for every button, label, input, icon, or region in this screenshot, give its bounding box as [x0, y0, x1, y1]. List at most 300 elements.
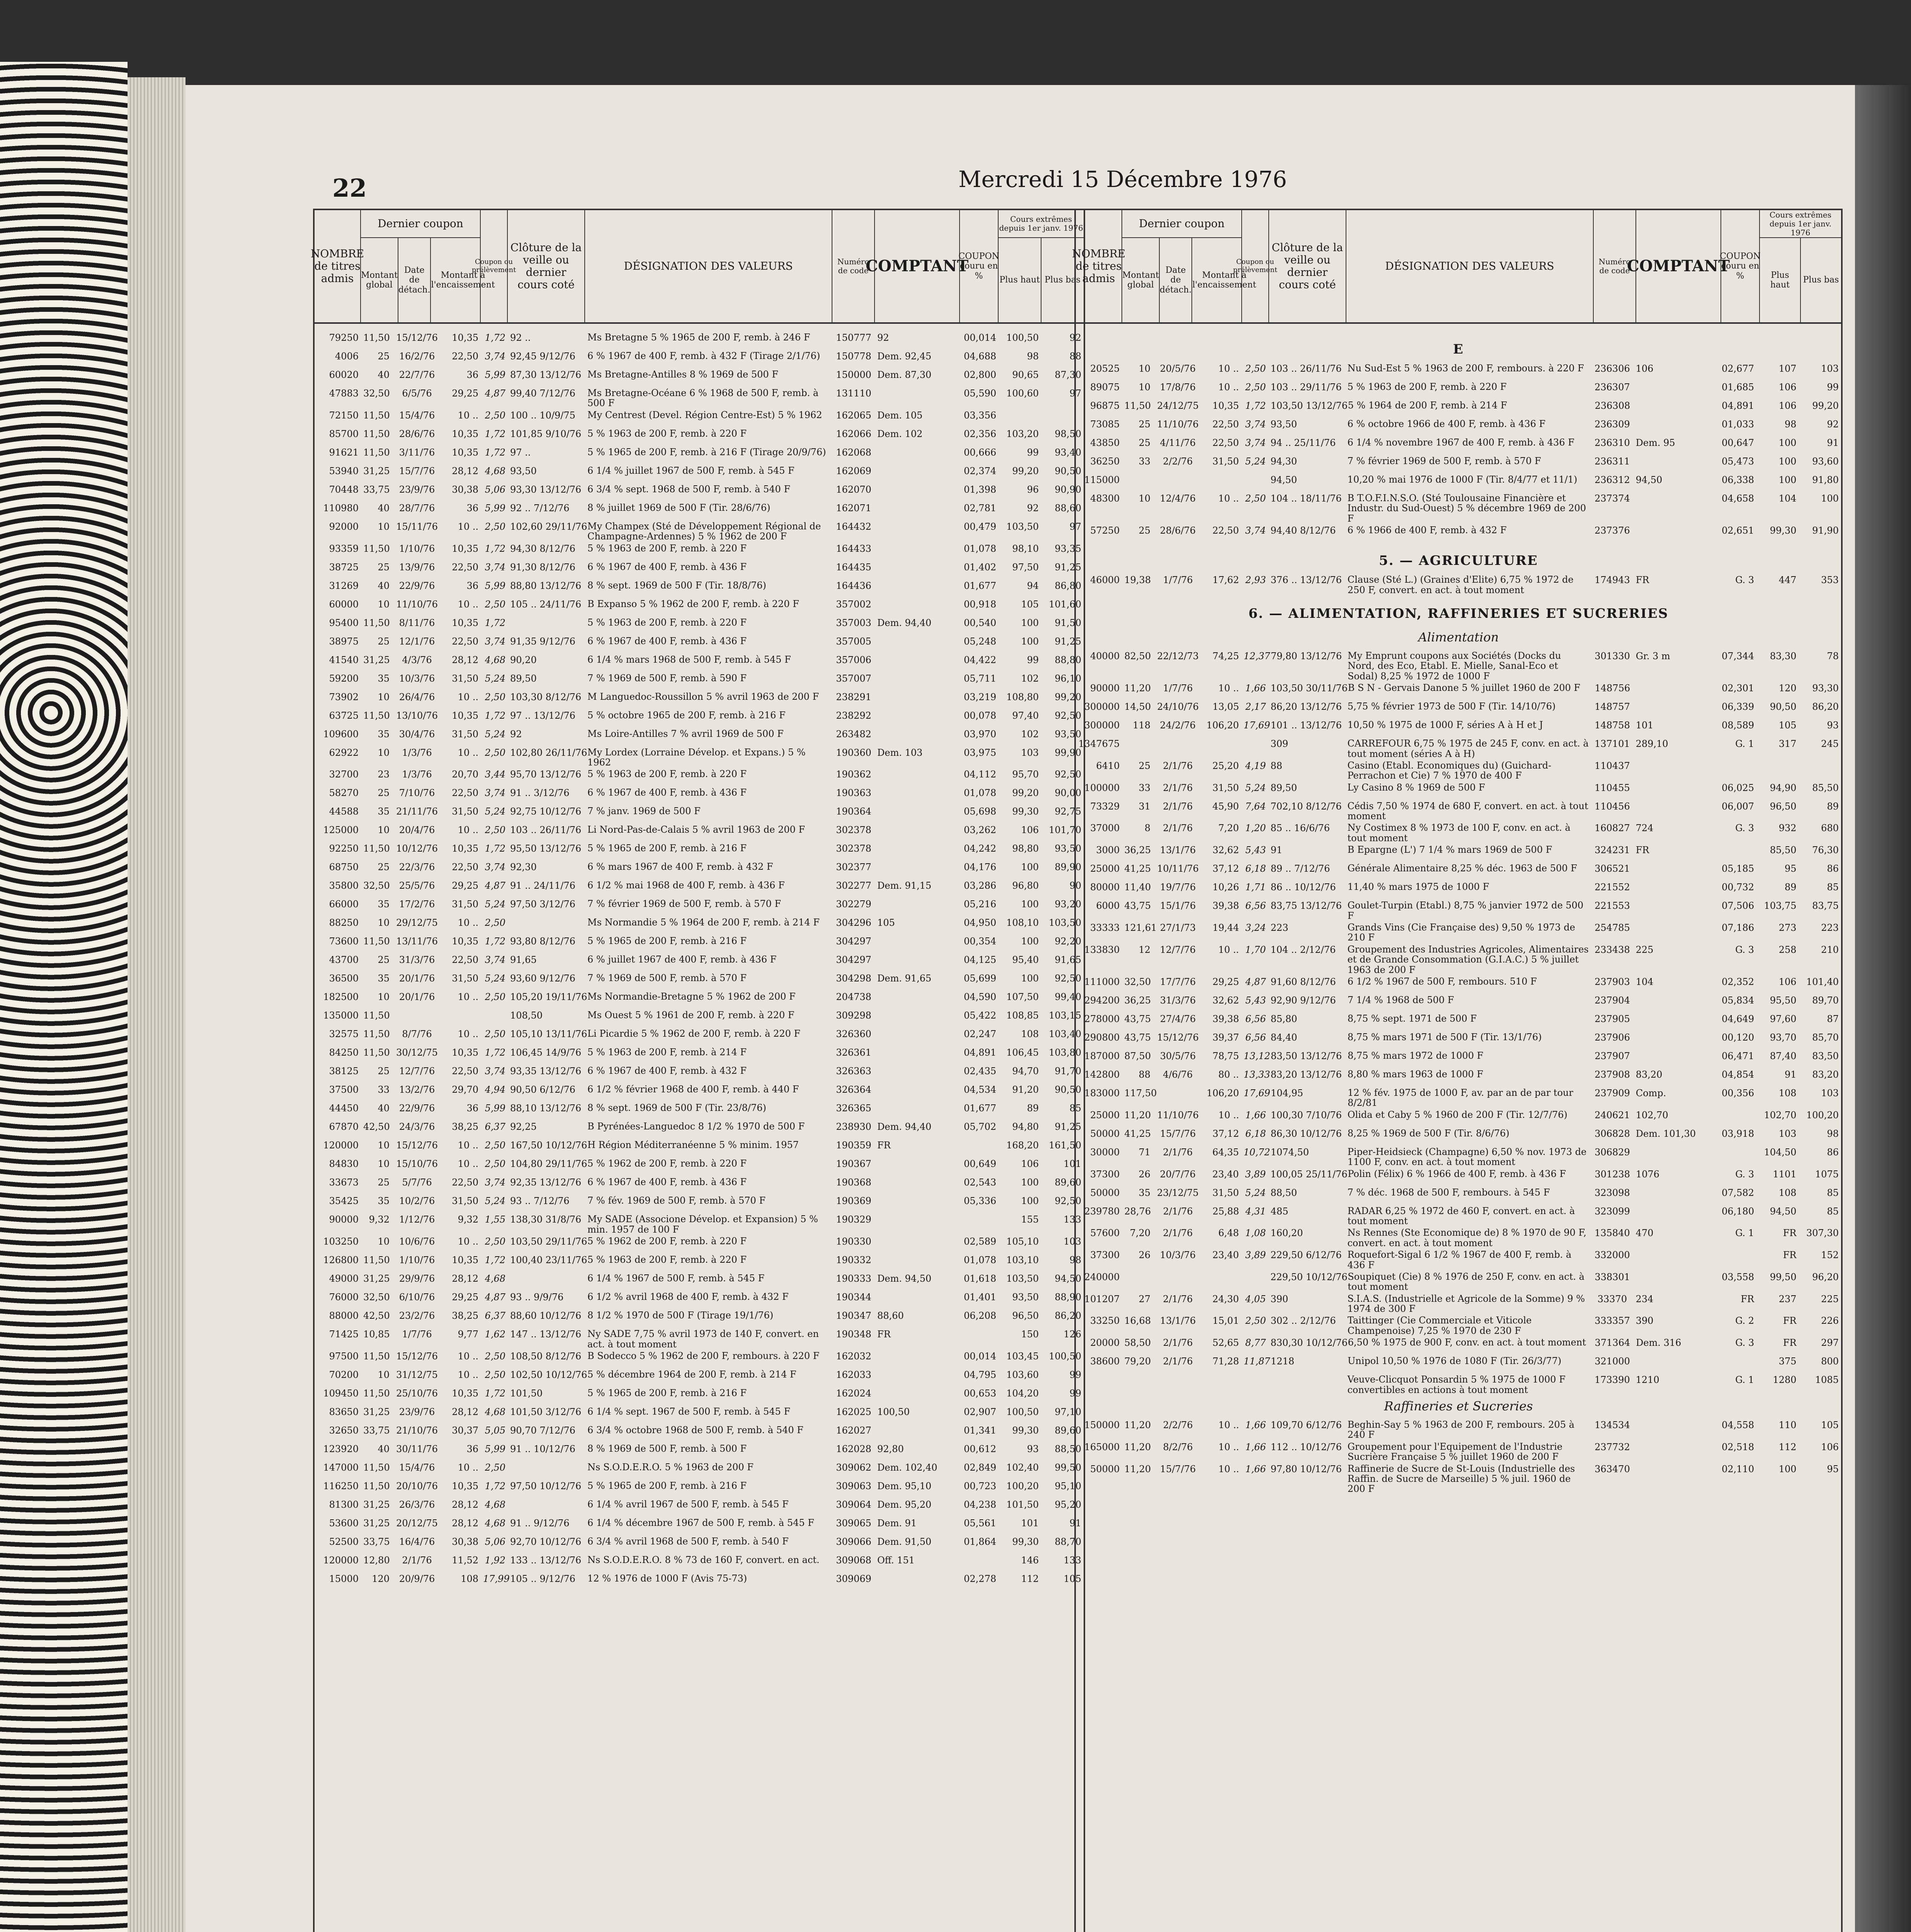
- coupon-couru-cell: 04,558: [1722, 1420, 1754, 1431]
- comptant-cell: [875, 842, 960, 844]
- code-cell: 110456: [1594, 801, 1630, 812]
- date-cell: 4/3/76: [402, 654, 432, 665]
- cloture-cell: 92,75 10/12/76: [510, 806, 582, 817]
- plus-haut-cell: 93,70: [1770, 1032, 1797, 1043]
- comptant-cell: [875, 991, 960, 992]
- plus-haut-cell: 107: [1778, 363, 1797, 374]
- designation-cell: CARREFOUR 6,75 % 1975 de 245 F, conv. en act. à tout moment (séries A à H): [1347, 738, 1589, 759]
- nombre-cell: 300000: [1084, 720, 1120, 731]
- coupon-couru-cell: 06,339: [1722, 701, 1754, 713]
- coupon-couru-cell: 02,781: [964, 502, 996, 514]
- coupon-couru-cell: 02,352: [1722, 976, 1754, 987]
- table-header: [1072, 210, 1841, 324]
- montant-cell: 26: [1138, 1168, 1150, 1180]
- prelevement-cell: 5,99: [485, 369, 505, 380]
- date-cell: 31/3/76: [399, 954, 435, 966]
- nombre-cell: 84830: [329, 1158, 359, 1170]
- plus-bas-cell: 98,50: [1055, 428, 1081, 439]
- nombre-cell: 239780: [1084, 1206, 1120, 1217]
- coupon-couru-cell: G. 1: [1735, 1374, 1754, 1386]
- plus-haut-cell: 100: [1778, 474, 1797, 485]
- plus-haut-cell: 99,30: [1012, 1425, 1039, 1436]
- cloture-cell: 104,95: [1271, 1087, 1303, 1099]
- prelevement-cell: 2,50: [485, 1236, 505, 1247]
- designation-cell: M Languedoc-Roussillon 5 % avril 1963 de 200 F: [587, 691, 819, 702]
- coupon-couru-cell: G. 1: [1735, 738, 1754, 750]
- code-cell: 190333: [836, 1273, 871, 1284]
- designation-cell: Ny Costimex 8 % 1973 de 100 F, conv. en act. à tout moment: [1347, 822, 1571, 844]
- date-cell: 4/11/76: [1160, 437, 1196, 448]
- coupon-couru-cell: 04,891: [964, 1047, 996, 1058]
- cloture-cell: 93 .. 7/12/76: [510, 1196, 570, 1207]
- coupon-couru-cell: 01,078: [964, 787, 996, 799]
- plus-bas-cell: 99,40: [1055, 992, 1081, 1003]
- plus-haut-cell: 168,20: [1006, 1140, 1039, 1151]
- montant-cell: 43,75: [1124, 1032, 1151, 1043]
- montant-cell: 10: [378, 1140, 390, 1151]
- prelevement-cell: 7,64: [1245, 801, 1266, 812]
- date-cell: 13/11/76: [396, 936, 438, 947]
- designation-cell: 5 % 1965 de 200 F, remb. à 216 F (Tirage 20/9/76): [587, 446, 826, 457]
- plus-haut-cell: FR: [1783, 1250, 1797, 1261]
- plus-haut-cell: 104,50: [1764, 1146, 1797, 1158]
- prelevement-cell: 6,56: [1245, 1032, 1266, 1043]
- date-cell: 1/7/76: [402, 1329, 432, 1340]
- cloture-cell: 93,80 8/12/76: [510, 936, 575, 947]
- nombre-cell: 147000: [323, 1462, 359, 1473]
- section-title-agriculture: 5. — AGRICULTURE: [1379, 553, 1538, 569]
- prelevement-cell: 1,70: [1245, 944, 1266, 955]
- plus-bas-cell: 101,70: [1049, 825, 1081, 836]
- montant-annuel-cell: 64,35: [1212, 1146, 1239, 1158]
- header-coupon-couru: COUPON couru en %: [1721, 210, 1760, 322]
- designation-cell: 6 % octobre 1966 de 400 F, remb. à 436 F: [1347, 418, 1546, 429]
- coupon-couru-cell: 02,677: [1722, 363, 1754, 374]
- coupon-couru-cell: [960, 1554, 999, 1556]
- plus-bas-cell: 1075: [1815, 1168, 1839, 1180]
- code-cell: 162024: [836, 1388, 871, 1399]
- nombre-cell: 6000: [1096, 900, 1120, 912]
- designation-cell: 5 % 1963 de 200 F, remb. à 220 F: [587, 617, 747, 628]
- montant-cell: 40: [378, 1103, 390, 1114]
- plus-haut-cell: 103,60: [1006, 1369, 1039, 1380]
- prelevement-cell: 2,50: [485, 1462, 505, 1473]
- nombre-cell: 120000: [323, 1554, 359, 1566]
- table-row: [315, 428, 1084, 446]
- nombre-cell: 91621: [329, 447, 359, 458]
- plus-haut-cell: 108: [1778, 1187, 1797, 1198]
- coupon-couru-cell: 05,336: [964, 1196, 996, 1207]
- table-row: [315, 1235, 1084, 1254]
- coupon-couru-cell: 05,702: [964, 1121, 996, 1133]
- header-extremes-group: [999, 210, 1084, 322]
- montant-annuel-cell: 10 ..: [1218, 1109, 1239, 1121]
- montant-cell: 31: [1138, 801, 1151, 812]
- designation-cell: 6 1/4 % mars 1968 de 500 F, remb. à 545 F: [587, 654, 791, 665]
- date-cell: 15/7/76: [399, 465, 435, 476]
- nombre-cell: 3000: [1096, 845, 1120, 856]
- header-plus-haut: Plus haut: [999, 238, 1041, 322]
- montant-annuel-cell: 13,05: [1212, 701, 1239, 713]
- date-cell: [1153, 1087, 1203, 1088]
- prelevement-cell: 3,24: [1245, 922, 1266, 934]
- plus-bas-cell: 89,90: [1055, 862, 1081, 873]
- date-cell: 11/10/76: [1157, 1109, 1199, 1121]
- coupon-couru-cell: 00,078: [964, 710, 996, 721]
- montant-annuel-cell: 6,48: [1218, 1228, 1239, 1239]
- plus-haut-cell: 105: [1021, 599, 1039, 610]
- montant-annuel-cell: 29,25: [452, 1292, 478, 1303]
- coupon-couru-cell: 02,110: [1722, 1463, 1754, 1475]
- cloture-cell: 93,50: [1270, 419, 1297, 430]
- coupon-couru-cell: G. 3: [1735, 1168, 1754, 1180]
- prelevement-cell: 1,72: [1245, 400, 1266, 411]
- coupon-couru-cell: [1718, 1109, 1757, 1111]
- designation-cell: B Pyrénées-Languedoc 8 1/2 % 1970 de 500 F: [587, 1121, 805, 1132]
- date-cell: [1153, 738, 1203, 739]
- comptant-cell: 1210: [1635, 1374, 1659, 1386]
- plus-bas-cell: 85: [1069, 1103, 1081, 1114]
- plus-bas-cell: 100,50: [1049, 1350, 1081, 1362]
- plus-bas-cell: 86,20: [1812, 701, 1839, 713]
- table-row: [1076, 1355, 1841, 1374]
- cloture-cell: 229,50 10/12/76: [1270, 1271, 1348, 1282]
- cloture-cell: 160,20: [1270, 1228, 1303, 1239]
- nombre-cell: 4006: [335, 351, 359, 362]
- cloture-cell: 88,10 13/12/76: [510, 1103, 582, 1114]
- cloture-cell: 101 .. 13/12/76: [1270, 720, 1342, 731]
- montant-cell: 16,68: [1124, 1315, 1151, 1327]
- plus-bas-cell: 97,10: [1055, 1406, 1081, 1417]
- prelevement-cell: 5,05: [485, 1425, 505, 1436]
- prelevement-cell: 5,24: [485, 673, 505, 684]
- cloture-cell: 92,35 13/12/76: [510, 1177, 582, 1188]
- coupon-couru-cell: 01,033: [1722, 419, 1754, 430]
- comptant-cell: [875, 954, 960, 955]
- montant-annuel-cell: 10 ..: [458, 1369, 478, 1380]
- nombre-cell: 92250: [329, 843, 359, 854]
- code-cell: 363470: [1594, 1463, 1630, 1475]
- designation-cell: S.I.A.S. (Industrielle et Agricole de la Somme) 9 % 1974 de 300 F: [1347, 1293, 1585, 1315]
- montant-annuel-cell: 39,37: [1212, 1032, 1239, 1043]
- prelevement-cell: 5,43: [1245, 995, 1266, 1006]
- designation-cell: RADAR 6,25 % 1972 de 460 F, convert. en act. à tout moment: [1347, 1205, 1575, 1226]
- cloture-cell: 92,70 10/12/76: [510, 1536, 582, 1547]
- designation-cell: 5 % 1962 de 200 F, remb. à 220 F: [587, 1236, 747, 1247]
- code-cell: 236308: [1594, 400, 1630, 411]
- montant-cell: 11,50: [363, 617, 390, 628]
- prelevement-cell: 6,18: [1245, 1128, 1266, 1139]
- comptant-cell: [1634, 1050, 1718, 1051]
- plus-bas-cell: 101,40: [1806, 976, 1839, 987]
- plus-haut-cell: 110: [1778, 1420, 1797, 1431]
- montant-annuel-cell: 22,50: [452, 1177, 478, 1188]
- montant-cell: 11,50: [363, 843, 390, 854]
- plus-bas-cell: 99,90: [1055, 747, 1081, 758]
- designation-cell: 7 % déc. 1968 de 500 F, rembours. à 545 F: [1347, 1187, 1550, 1198]
- code-cell: 309298: [836, 1010, 871, 1021]
- plus-bas-cell: 99,20: [1812, 400, 1839, 411]
- designation-cell: Groupement pour l'Equipement de l'Industrie Sucrière Française 5 % juillet 1960 de 200 F: [1347, 1441, 1563, 1463]
- montant-cell: 11,50: [363, 1480, 390, 1492]
- montant-cell: 11,50: [363, 1010, 390, 1021]
- code-cell: 304297: [836, 936, 871, 947]
- comptant-cell: Dem. 101,30: [1635, 1128, 1696, 1139]
- table-row: [1076, 1128, 1841, 1146]
- plus-bas-cell: 90,50: [1055, 1084, 1081, 1095]
- cloture-cell: 103,50 29/11/76: [510, 1236, 587, 1247]
- designation-cell: Ms Normandie-Bretagne 5 % 1962 de 200 F: [587, 991, 796, 1002]
- nombre-cell: 1347675: [1078, 738, 1120, 750]
- plus-bas-cell: 88,70: [1055, 1536, 1081, 1547]
- plus-haut-cell: 93: [1027, 1443, 1039, 1454]
- coupon-couru-cell: 02,301: [1722, 683, 1754, 694]
- prelevement-cell: 1,72: [485, 332, 505, 343]
- prelevement-cell: 1,20: [1245, 823, 1266, 834]
- nombre-cell: 81300: [329, 1499, 359, 1510]
- nombre-cell: 68750: [329, 862, 359, 873]
- designation-cell: My Lordex (Lorraine Dévelop. et Expans.) 5 % 1962: [587, 747, 806, 768]
- plus-bas-cell: 353: [1821, 575, 1839, 586]
- designation-cell: 6 % 1967 de 400 F, remb. à 436 F: [587, 561, 747, 572]
- code-cell: 309069: [836, 1573, 871, 1584]
- code-cell: 323098: [1594, 1187, 1630, 1198]
- table-row: [315, 691, 1084, 709]
- montant-annuel-cell: 71,28: [1212, 1356, 1239, 1367]
- cloture-cell: 94,30: [1270, 456, 1297, 467]
- nombre-cell: 300000: [1084, 701, 1120, 713]
- nombre-cell: 85700: [329, 428, 359, 439]
- plus-bas-cell: 92: [1827, 419, 1839, 430]
- montant-cell: 87,50: [1124, 1050, 1151, 1061]
- comptant-cell: [875, 1158, 960, 1159]
- comptant-cell: [875, 1065, 960, 1066]
- table-row: [315, 1517, 1084, 1536]
- date-cell: 25/5/76: [399, 880, 435, 891]
- date-cell: 13/2/76: [399, 1084, 435, 1095]
- nombre-cell: 40000: [1090, 650, 1120, 662]
- montant-annuel-cell: 31,50: [452, 973, 478, 984]
- designation-cell: Unipol 10,50 % 1976 de 1080 F (Tir. 26/3/77): [1348, 1355, 1562, 1367]
- designation-cell: Raffinerie de Sucre de St-Louis (Industrielle des Raffin. de Sucre de Marseille) 5 % juil. 1960 de 200 F: [1347, 1463, 1575, 1495]
- montant-annuel-cell: 22,50: [452, 1066, 478, 1077]
- plus-bas-cell: 87: [1827, 1013, 1839, 1024]
- header-plus-haut: Plus haut: [1760, 238, 1801, 322]
- plus-haut-cell: 100,60: [1006, 388, 1039, 399]
- designation-cell: 7 1/4 % 1968 de 500 F: [1347, 994, 1454, 1005]
- cloture-cell: 93,50: [510, 465, 537, 476]
- nombre-cell: 20525: [1090, 363, 1120, 374]
- coupon-couru-cell: 03,219: [964, 691, 996, 702]
- date-cell: 12/1/76: [399, 636, 435, 647]
- date-cell: 2/1/76: [1163, 823, 1193, 834]
- designation-cell: 6 3/4 % octobre 1968 de 500 F, remb. à 540 F: [587, 1424, 803, 1435]
- date-cell: 1/7/76: [1163, 683, 1193, 694]
- designation-cell: 7 % 1969 de 500 F, remb. à 570 F: [587, 973, 747, 984]
- montant-cell: 40: [378, 502, 390, 514]
- code-cell: 333357: [1594, 1315, 1630, 1327]
- header-coupon-couru: COUPON couru en %: [960, 210, 999, 322]
- plus-haut-cell: 155: [1021, 1214, 1039, 1225]
- comptant-cell: [875, 1083, 960, 1085]
- designation-cell: 5 % décembre 1964 de 200 F, remb. à 214 F: [587, 1369, 796, 1380]
- code-cell: 323099: [1594, 1206, 1630, 1217]
- code-cell: 148758: [1594, 720, 1630, 731]
- code-cell: 236307: [1594, 382, 1630, 393]
- date-cell: 2/1/76: [1163, 782, 1193, 793]
- table-row: [1076, 760, 1841, 782]
- prelevement-cell: 1,92: [485, 1554, 505, 1566]
- comptant-cell: Off. 151: [877, 1554, 915, 1566]
- header-montant-annuel: Montant à l'encaissement: [431, 270, 495, 290]
- plus-haut-cell: 99,20: [1012, 787, 1039, 799]
- montant-cell: 11,20: [1124, 1420, 1151, 1431]
- comptant-cell: [875, 768, 960, 770]
- designation-cell: 8 % 1969 de 500 F, remb. à 500 F: [587, 1443, 747, 1454]
- montant-annuel-cell: 10 ..: [458, 1140, 478, 1151]
- prelevement-cell: 2,50: [485, 691, 505, 702]
- montant-cell: 10: [378, 747, 390, 758]
- prelevement-cell: 5,24: [485, 973, 505, 984]
- code-cell: 236311: [1594, 456, 1630, 467]
- plus-bas-cell: 90,00: [1055, 787, 1081, 799]
- designation-cell: 7 % 1969 de 500 F, remb. à 590 F: [587, 672, 747, 684]
- plus-haut-cell: 91,20: [1012, 1084, 1039, 1095]
- plus-haut-cell: 108,85: [1006, 1010, 1039, 1021]
- montant-annuel-cell: 36: [466, 580, 478, 591]
- code-cell: 326363: [836, 1066, 871, 1077]
- date-cell: 16/2/76: [399, 351, 435, 362]
- nombre-cell: 63725: [329, 710, 359, 721]
- designation-cell: B Epargne (L') 7 1/4 % mars 1969 de 500 F: [1347, 844, 1552, 855]
- prelevement-cell: 1,72: [485, 1480, 505, 1492]
- prelevement-cell: 1,72: [485, 1255, 505, 1266]
- nombre-cell: 62922: [329, 747, 359, 758]
- cloture-cell: 91,60 8/12/76: [1270, 976, 1336, 987]
- plus-haut-cell: 94: [1027, 580, 1039, 591]
- montant-cell: 19,38: [1124, 575, 1151, 586]
- plus-haut-cell: 98: [1027, 351, 1039, 362]
- designation-cell: 5 % octobre 1965 de 200 F, remb. à 216 F: [587, 709, 786, 721]
- prelevement-cell: 4,68: [485, 465, 505, 476]
- coupon-couru-cell: 00,732: [1722, 882, 1754, 893]
- plus-bas-cell: 99: [1069, 1369, 1081, 1380]
- table-row: [315, 1065, 1084, 1083]
- cloture-cell: 93,35 13/12/76: [510, 1066, 582, 1077]
- comptant-cell: Dem. 105: [877, 410, 923, 421]
- montant-annuel-cell: 52,65: [1212, 1337, 1239, 1349]
- montant-annuel-cell: 10,35: [452, 447, 478, 458]
- nombre-cell: 20000: [1090, 1337, 1120, 1349]
- montant-annuel-cell: 15,01: [1212, 1315, 1239, 1327]
- plus-bas-cell: 101,60: [1049, 599, 1081, 610]
- prelevement-cell: 8,77: [1245, 1337, 1266, 1349]
- comptant-cell: 101: [1635, 720, 1654, 731]
- left-quotation-table: [310, 209, 1085, 1932]
- montant-cell: 35: [378, 1196, 390, 1207]
- code-cell: 301330: [1594, 650, 1630, 662]
- montant-annuel-cell: 31,50: [452, 1196, 478, 1207]
- table-row: [1076, 976, 1841, 994]
- date-cell: 1/12/76: [399, 1214, 435, 1225]
- comptant-cell: Dem. 91,15: [877, 880, 932, 891]
- coupon-couru-cell: 06,180: [1722, 1206, 1754, 1217]
- prelevement-cell: 13,12: [1244, 1050, 1270, 1061]
- cloture-cell: 84,40: [1270, 1032, 1297, 1043]
- header-date: Date de détach.: [1160, 238, 1193, 322]
- table-row: [315, 1536, 1084, 1554]
- table-row: [1076, 881, 1841, 900]
- prelevement-cell: 17,69: [1244, 1087, 1270, 1099]
- designation-cell: My SADE (Associone Dévelop. et Expansion) 5 % min. 1957 de 100 F: [587, 1214, 818, 1235]
- prelevement-cell: [1241, 474, 1268, 475]
- cloture-cell: [508, 1498, 585, 1500]
- cloture-cell: 97,80 10/12/76: [1270, 1463, 1342, 1475]
- plus-bas-cell: 297: [1821, 1337, 1839, 1349]
- code-cell: 357002: [836, 599, 871, 610]
- montant-annuel-cell: 10 ..: [458, 1158, 478, 1170]
- montant-annuel-cell: 10 ..: [1218, 683, 1239, 694]
- prelevement-cell: 3,74: [485, 954, 505, 966]
- code-cell: 302377: [836, 862, 871, 873]
- plus-bas-cell: 93,20: [1055, 899, 1081, 910]
- designation-cell: Cédis 7,50 % 1974 de 680 F, convert. en act. à tout moment: [1347, 800, 1588, 822]
- plus-haut-cell: 106: [1778, 976, 1797, 987]
- coupon-couru-cell: 05,698: [964, 806, 996, 817]
- nombre-cell: 165000: [1084, 1441, 1120, 1452]
- plus-bas-cell: 97: [1069, 388, 1081, 399]
- nombre-cell: 59200: [329, 673, 359, 684]
- prelevement-cell: 5,24: [1245, 456, 1266, 467]
- nombre-cell: 116250: [323, 1480, 359, 1492]
- coupon-couru-cell: 01,401: [964, 1292, 996, 1303]
- table-row: [1076, 1374, 1841, 1396]
- montant-annuel-cell: 22,50: [452, 787, 478, 799]
- montant-cell: 25: [378, 561, 390, 573]
- table-row: [1076, 455, 1841, 474]
- coupon-couru-cell: 07,186: [1722, 922, 1754, 934]
- plus-haut-cell: 94,80: [1012, 1121, 1039, 1133]
- montant-cell: 32,50: [363, 1292, 390, 1303]
- table-row: [1076, 574, 1841, 596]
- header-plus-bas: Plus bas: [1045, 275, 1081, 285]
- header-nombre: NOMBRE de titres admis: [315, 210, 361, 322]
- cloture-cell: 1218: [1271, 1356, 1295, 1367]
- nombre-cell: 93359: [329, 543, 359, 554]
- cloture-cell: 86 .. 10/12/76: [1270, 882, 1336, 893]
- plus-bas-cell: 1085: [1815, 1374, 1839, 1386]
- plus-bas-cell: 101: [1064, 1158, 1081, 1170]
- date-cell: 25/10/76: [396, 1388, 438, 1399]
- comptant-cell: [875, 598, 960, 600]
- table-row: [1076, 1337, 1841, 1355]
- coupon-couru-cell: 05,711: [964, 673, 996, 684]
- prelevement-cell: 1,66: [1245, 1463, 1266, 1475]
- montant-cell: 10: [1138, 363, 1151, 374]
- plus-bas-cell: 92: [1069, 332, 1081, 343]
- table-row: [315, 635, 1084, 654]
- prelevement-cell: 4,68: [485, 1273, 505, 1284]
- comptant-cell: [1634, 881, 1718, 883]
- date-cell: 6/5/76: [402, 388, 432, 399]
- prelevement-cell: 3,74: [485, 787, 505, 799]
- plus-bas-cell: 91,25: [1055, 636, 1081, 647]
- designation-cell: 6 1/4 % décembre 1967 de 500 F, remb. à 545 F: [587, 1517, 814, 1528]
- designation-cell: Li Nord-Pas-de-Calais 5 % avril 1963 de 200 F: [587, 824, 805, 835]
- code-cell: 162027: [836, 1425, 871, 1436]
- montant-cell: 40: [378, 369, 390, 380]
- nombre-cell: 72150: [329, 410, 359, 421]
